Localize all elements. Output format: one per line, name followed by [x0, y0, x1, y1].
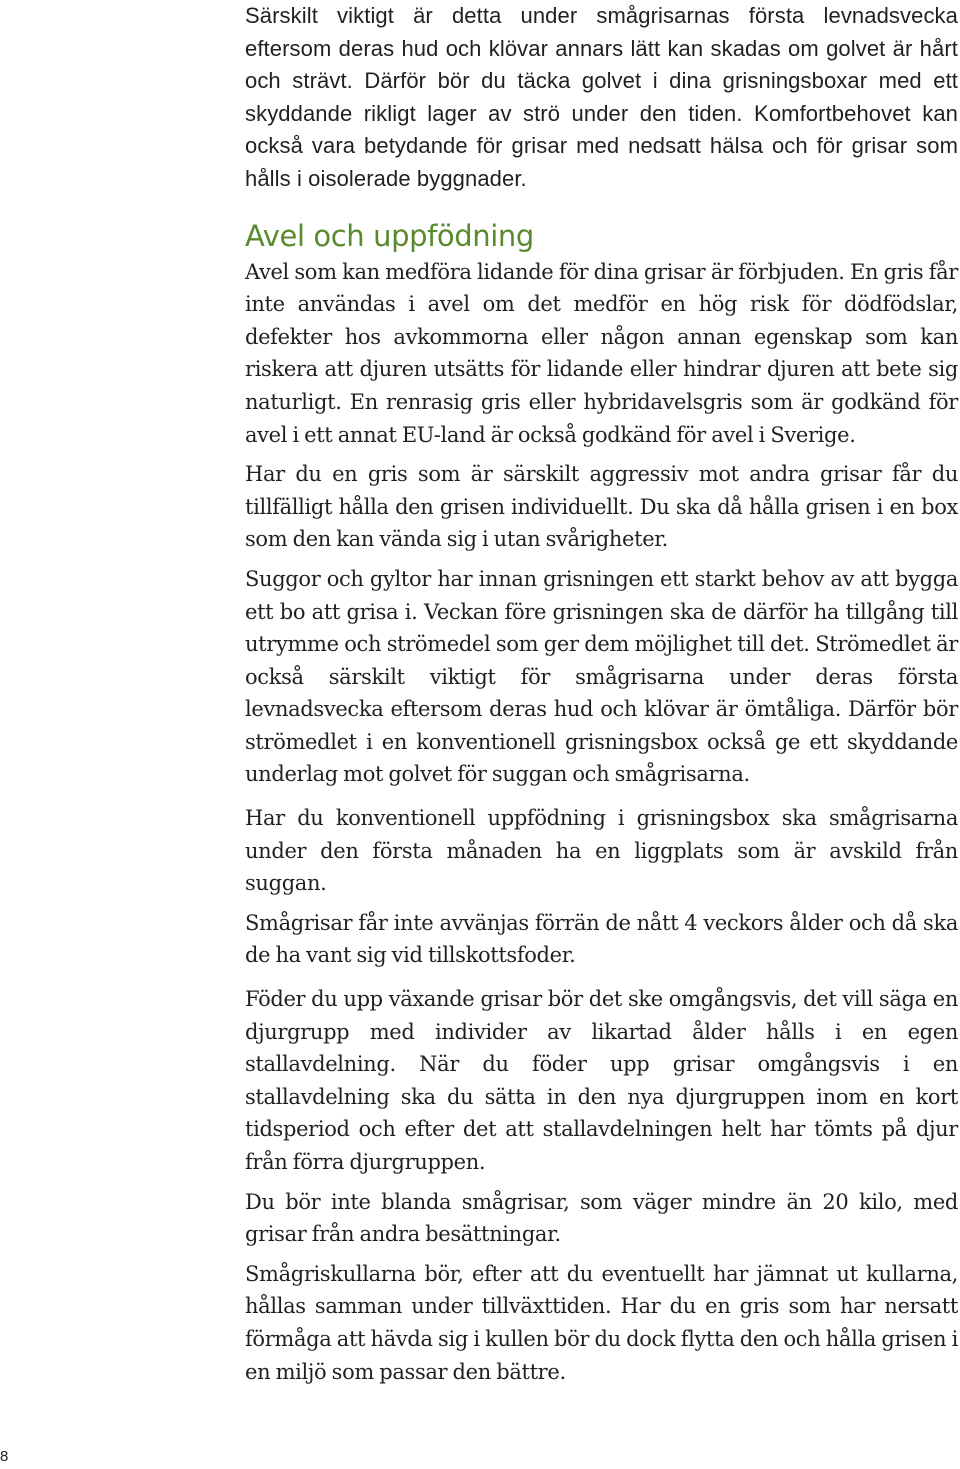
body-paragraph-mixing: Du bör inte blanda smågrisar, som väger mindre än 20 kilo, med grisar från andra besättningar.: [245, 1189, 958, 1247]
intro-paragraph: Särskilt viktigt är detta under smågrisarnas första levnadsvecka eftersom deras hud och klövar annars lätt kan skadas om golvet är hårt och strävt. Därför bör du täcka golvet i dina grisningsboxar med ett skyddande rikligt lager av strö under den tiden. Komfortbehovet kan också vara betydande för grisar med nedsatt hälsa och för grisar som hålls i oisolerade byggnader.: [245, 3, 958, 191]
text-column: [245, 0, 958, 1388]
body-paragraph-batch-rearing: Föder du upp växande grisar bör det ske omgångsvis, det vill säga en djurgrupp med individer av likartad ålder hålls i en egen stallavdelning. När du föder upp grisar omgångsvis i en stallavdelning ska du sätta in den nya djurgruppen inom en kort tidsperiod och efter det att stallavdelningen helt har tömts på djur från förra djurgruppen.: [245, 987, 958, 1174]
body-paragraph-aggressive-pig: Har du en gris som är särskilt aggressiv mot andra grisar får du tillfälligt hålla den grisen individuellt. Du ska då hålla grisen i en box som den kan vända sig i utan svårigheter.: [245, 462, 958, 552]
body-paragraph-litters: Smågriskullarna bör, efter att du eventuellt har jämnat ut kullarna, hållas samman under tillväxttiden. Har du en gris som har nersatt förmåga att hävda sig i kullen bör du dock flytta den och hålla grisen i en miljö som passar den bättre.: [245, 1261, 958, 1384]
body-paragraph-weaning: Smågrisar får inte avvänjas förrän de nått 4 veckors ålder och då ska de ha vant sig vid tillskottsfoder.: [245, 910, 958, 968]
body-paragraph-nesting: Suggor och gyltor har innan grisningen ett starkt behov av att bygga ett bo att grisa i. Veckan före grisningen ska de därför ha tillgång till utrymme och strömedel som ger dem möjlighet till det. Strömedlet är också särskilt viktigt för smågrisarna under deras första levnadsvecka eftersom deras hud och klövar är ömtåliga. Därför bör strömedlet i en konventionell grisningsbox också ge ett skyddande underlag mot golvet för suggan och smågrisarna.: [245, 566, 958, 787]
section-heading: Avel och uppfödning: [245, 218, 534, 253]
page-number: 8: [0, 1448, 9, 1465]
body-paragraph-farrowing-box: Har du konventionell uppfödning i grisningsbox ska smågrisarna under den första månaden ha en liggplats som är avskild från suggan.: [245, 806, 958, 896]
body-paragraph-breeding: Avel som kan medföra lidande för dina grisar är förbjuden. En gris får inte användas i avel om det medför en hög risk för dödfödslar, defekter hos avkommorna eller någon annan egenskap som kan riskera att djuren utsätts för lidande eller hindrar djuren att bete sig naturligt. En renrasig gris eller hybridavelsgris som är godkänd för avel i ett annat EU-land är också godkänd för avel i Sverige.: [245, 259, 958, 447]
